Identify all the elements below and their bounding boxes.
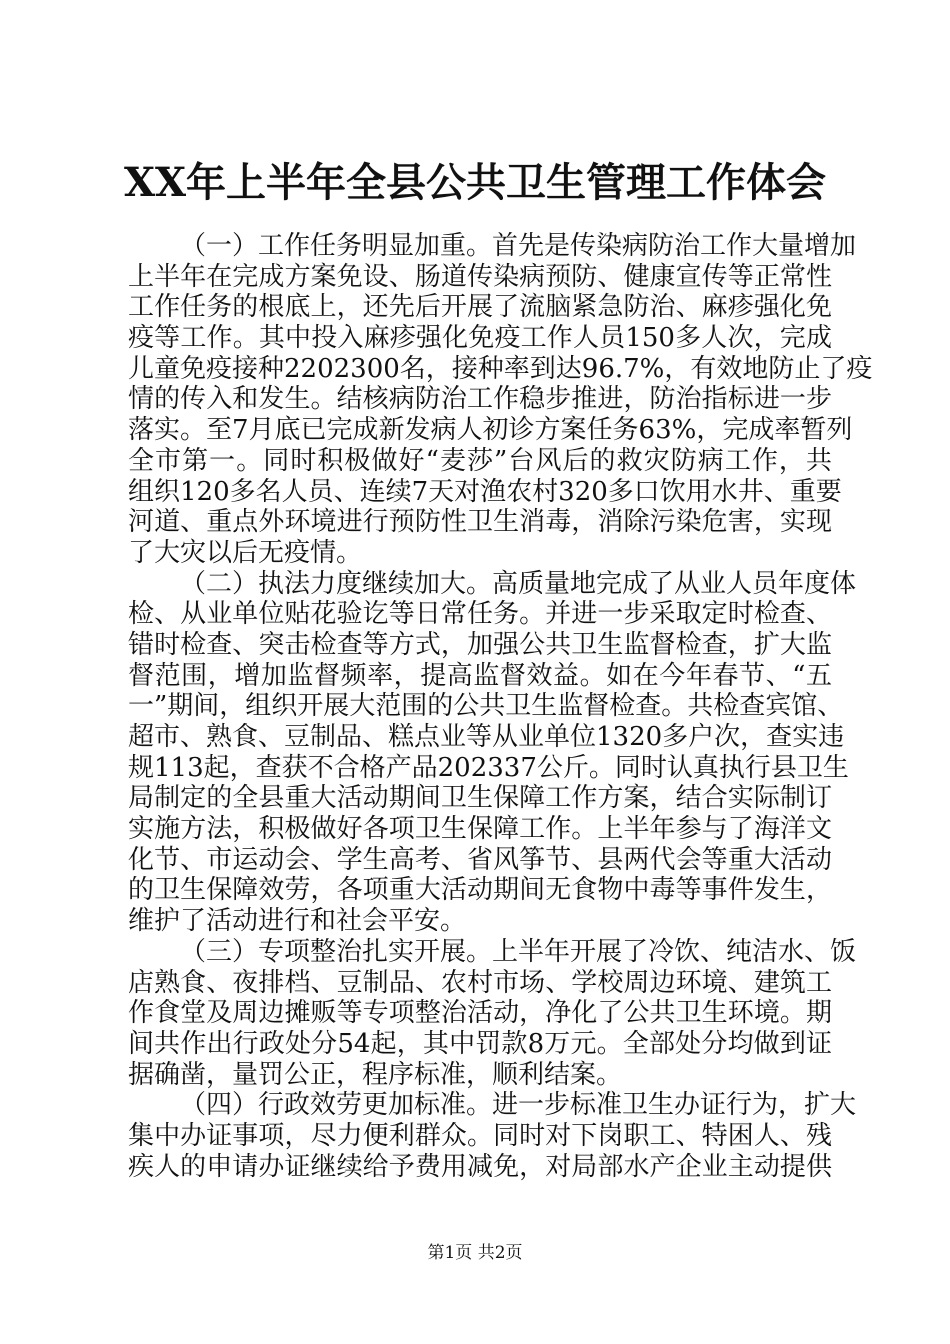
text-line: 作食堂及周边摊贩等专项整治活动，净化了公共卫生环境。期 — [128, 998, 832, 1029]
text-line: 河道、重点外环境进行预防性卫生消毒，消除污染危害，实现 — [128, 507, 832, 538]
text-line: 全市第一。同时积极做好“麦莎”台风后的救灾防病工作，共 — [128, 445, 832, 476]
text-line: 规113起，查获不合格产品202337公斤。同时认真执行县卫生 — [128, 752, 849, 783]
text-line: 间共作出行政处分54起，其中罚款8万元。全部处分均做到证 — [128, 1028, 832, 1059]
text-line: 错时检查、突击检查等方式，加强公共卫生监督检查，扩大监 — [128, 629, 832, 660]
text-line: 据确凿，量罚公正，程序标准，顺利结案。 — [128, 1059, 623, 1090]
document-title: XX年上半年全县公共卫生管理工作体会 — [123, 159, 827, 206]
text-line: 疾人的申请办证继续给予费用减免，对局部水产企业主动提供 — [128, 1151, 832, 1182]
text-line: 检、从业单位贴花验讫等日常任务。并进一步采取定时检查、 — [128, 599, 832, 630]
text-line: 超市、熟食、豆制品、糕点业等从业单位1320多户次，查实违 — [128, 722, 845, 752]
document-body — [128, 231, 873, 1182]
text-line: 店熟食、夜排档、豆制品、农村市场、学校周边环境、建筑工 — [128, 967, 832, 998]
text-line: 一”期间，组织开展大范围的公共卫生监督检查。共检查宾馆、 — [128, 691, 844, 722]
text-line: （四）行政效劳更加标准。进一步标准卫生办证行为，扩大 — [180, 1090, 857, 1121]
text-line: 上半年在完成方案免设、肠道传染病预防、健康宣传等正常性 — [128, 261, 832, 292]
text-line: 情的传入和发生。结核病防治工作稳步推进，防治指标进一步 — [128, 384, 832, 415]
text-line: 集中办证事项，尽力便利群众。同时对下岗职工、特困人、残 — [128, 1120, 832, 1151]
text-line: 的卫生保障效劳，各项重大活动期间无食物中毒等事件发生， — [128, 875, 832, 906]
paragraph — [128, 936, 857, 1090]
text-line: 落实。至7月底已完成新发病人初诊方案任务63%，完成率暂列 — [128, 415, 853, 446]
text-line: 化节、市运动会、学生高考、省风筝节、县两代会等重大活动 — [128, 844, 832, 875]
text-line: 了大灾以后无疫情。 — [128, 537, 363, 568]
text-line: 工作任务的根底上，还先后开展了流脑紧急防治、麻疹强化免 — [128, 292, 832, 323]
text-line: 局制定的全县重大活动期间卫生保障工作方案，结合实际制订 — [128, 783, 832, 814]
text-line: （三）专项整治扎实开展。上半年开展了冷饮、纯洁水、饭 — [180, 936, 857, 967]
text-line: 疫等工作。其中投入麻疹强化免疫工作人员150多人次，完成 — [128, 323, 832, 354]
paragraph — [128, 1090, 857, 1182]
text-line: 组织120多名人员、连续7天对渔农村320多口饮用水井、重要 — [128, 476, 842, 507]
page-footer: 第1页 共2页 — [427, 1243, 523, 1263]
text-line: 儿童免疫接种2202300名，接种率到达96.7%，有效地防止了疫 — [128, 353, 873, 384]
paragraph — [128, 568, 857, 937]
text-line: （一）工作任务明显加重。首先是传染病防治工作大量增加 — [180, 231, 857, 261]
paragraph — [128, 231, 873, 569]
text-line: （二）执法力度继续加大。高质量地完成了从业人员年度体 — [180, 568, 857, 599]
text-line: 实施方法，积极做好各项卫生保障工作。上半年参与了海洋文 — [128, 814, 832, 845]
text-line: 督范围，增加监督频率，提高监督效益。如在今年春节、“五 — [128, 660, 832, 691]
text-line: 维护了活动进行和社会平安。 — [128, 906, 467, 937]
